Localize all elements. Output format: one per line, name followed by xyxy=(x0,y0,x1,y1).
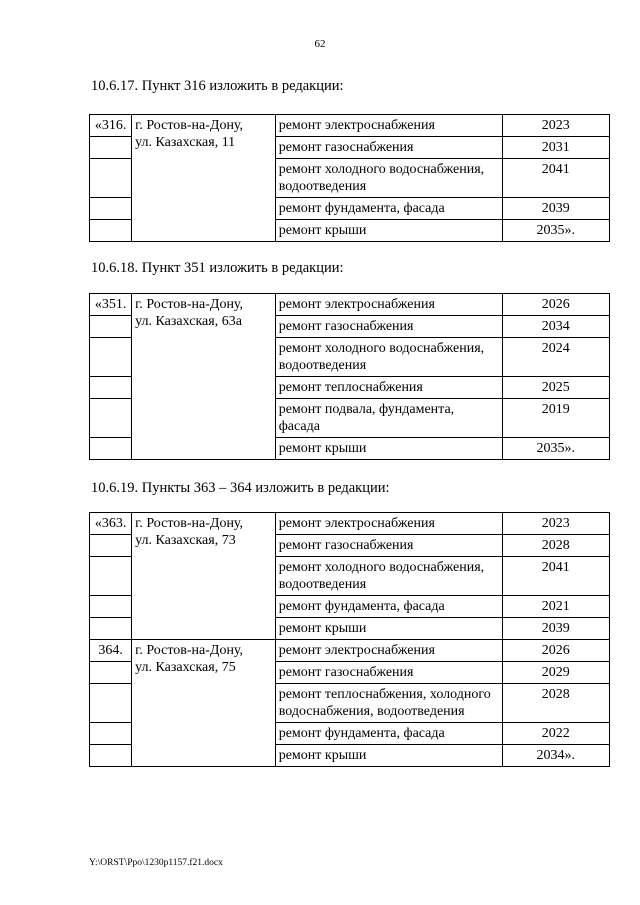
work-name: ремонт холодного водоснабжения, водоотведения xyxy=(275,338,502,377)
item-number: 364. xyxy=(90,640,132,662)
work-year: 2034 xyxy=(502,316,609,338)
section-table xyxy=(89,114,610,242)
work-year: 2041 xyxy=(502,159,609,198)
item-number-spacer xyxy=(90,399,132,438)
address-street: ул. Казахская, 11 xyxy=(135,135,236,150)
work-year: 2039 xyxy=(502,198,609,220)
section-table xyxy=(89,512,610,767)
file-path-footer: Y:\ORST\Ppo\1230p1157.f21.docx xyxy=(89,858,223,868)
work-year: 2026 xyxy=(502,294,609,316)
work-name: ремонт крыши xyxy=(275,220,502,242)
item-address xyxy=(132,513,276,640)
work-year: 2022 xyxy=(502,723,609,745)
address-city: г. Ростов-на-Дону, xyxy=(135,516,244,531)
work-year: 2035». xyxy=(502,438,609,460)
item-number-spacer xyxy=(90,137,132,159)
work-year: 2021 xyxy=(502,596,609,618)
work-name: ремонт фундамента, фасада xyxy=(275,198,502,220)
item-number-spacer xyxy=(90,316,132,338)
work-year: 2028 xyxy=(502,535,609,557)
work-name: ремонт крыши xyxy=(275,438,502,460)
item-number-spacer xyxy=(90,618,132,640)
work-year: 2028 xyxy=(502,684,609,723)
item-number-spacer xyxy=(90,535,132,557)
address-street: ул. Казахская, 73 xyxy=(135,533,236,548)
work-year: 2025 xyxy=(502,377,609,399)
work-name: ремонт подвала, фундамента, фасада xyxy=(275,399,502,438)
address-city: г. Ростов-на-Дону, xyxy=(135,643,244,658)
work-name: ремонт крыши xyxy=(275,745,502,767)
work-name: ремонт газоснабжения xyxy=(275,137,502,159)
item-number-spacer xyxy=(90,338,132,377)
work-name: ремонт теплоснабжения xyxy=(275,377,502,399)
work-name: ремонт теплоснабжения, холодного водоснабжения, водоотведения xyxy=(275,684,502,723)
item-address xyxy=(132,294,276,460)
work-name: ремонт электроснабжения xyxy=(275,513,502,535)
page-number: 62 xyxy=(314,38,326,50)
section-table xyxy=(89,293,610,460)
item-number-spacer xyxy=(90,557,132,596)
work-year: 2035». xyxy=(502,220,609,242)
address-street: ул. Казахская, 63а xyxy=(135,314,242,329)
work-name: ремонт электроснабжения xyxy=(275,115,502,137)
work-year: 2023 xyxy=(502,513,609,535)
work-year: 2019 xyxy=(502,399,609,438)
section-heading: 10.6.19. Пункты 363 – 364 изложить в редакции: xyxy=(91,480,390,496)
work-year: 2023 xyxy=(502,115,609,137)
item-number-spacer xyxy=(90,596,132,618)
item-address xyxy=(132,115,276,242)
item-number-spacer xyxy=(90,684,132,723)
work-name: ремонт холодного водоснабжения, водоотведения xyxy=(275,557,502,596)
work-name: ремонт электроснабжения xyxy=(275,294,502,316)
item-number-spacer xyxy=(90,662,132,684)
address-city: г. Ростов-на-Дону, xyxy=(135,118,244,133)
work-name: ремонт фундамента, фасада xyxy=(275,596,502,618)
item-number-spacer xyxy=(90,745,132,767)
item-number-spacer xyxy=(90,159,132,198)
work-year: 2029 xyxy=(502,662,609,684)
item-number-spacer xyxy=(90,198,132,220)
work-name: ремонт газоснабжения xyxy=(275,316,502,338)
work-name: ремонт газоснабжения xyxy=(275,662,502,684)
item-number: «316. xyxy=(90,115,132,137)
address-city: г. Ростов-на-Дону, xyxy=(135,297,244,312)
work-name: ремонт холодного водоснабжения, водоотведения xyxy=(275,159,502,198)
work-year: 2024 xyxy=(502,338,609,377)
work-year: 2041 xyxy=(502,557,609,596)
work-year: 2031 xyxy=(502,137,609,159)
work-name: ремонт газоснабжения xyxy=(275,535,502,557)
work-year: 2039 xyxy=(502,618,609,640)
item-number-spacer xyxy=(90,438,132,460)
section-heading: 10.6.18. Пункт 351 изложить в редакции: xyxy=(91,260,344,276)
work-name: ремонт фундамента, фасада xyxy=(275,723,502,745)
item-address xyxy=(132,640,276,767)
item-number: «363. xyxy=(90,513,132,535)
item-number: «351. xyxy=(90,294,132,316)
work-year: 2026 xyxy=(502,640,609,662)
item-number-spacer xyxy=(90,377,132,399)
item-number-spacer xyxy=(90,723,132,745)
work-name: ремонт крыши xyxy=(275,618,502,640)
address-street: ул. Казахская, 75 xyxy=(135,660,236,675)
section-heading: 10.6.17. Пункт 316 изложить в редакции: xyxy=(91,78,344,94)
work-name: ремонт электроснабжения xyxy=(275,640,502,662)
work-year: 2034». xyxy=(502,745,609,767)
item-number-spacer xyxy=(90,220,132,242)
